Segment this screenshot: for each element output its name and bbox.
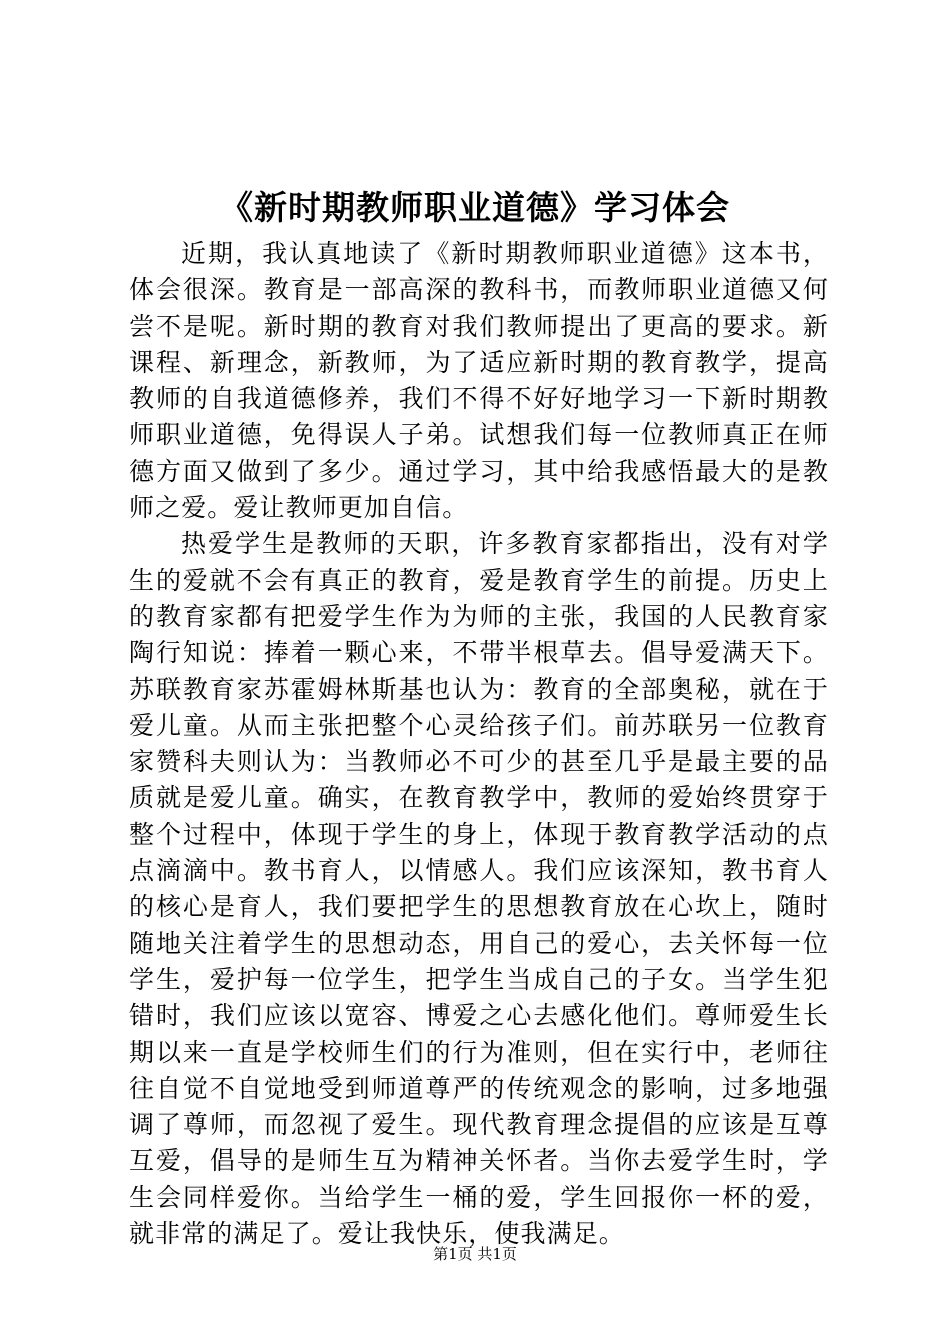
page-number-footer: 第1页 共1页 <box>433 1245 517 1263</box>
document-body <box>129 236 829 1252</box>
paragraph-1: 近期，我认真地读了《新时期教师职业道德》这本书，体会很深。教育是一部高深的教科书，而教师职业道德又何尝不是呢。新时期的教育对我们教师提出了更高的要求。新课程、新理念，新教师，为了适应新时期的教育教学，提高教师的自我道德修养，我们不得不好好地学习一下新时期教师职业道德，免得误人子弟。试想我们每一位教师真正在师德方面又做到了多少。通过学习，其中给我感悟最大的是教师之爱。爱让教师更加自信。 <box>129 239 829 523</box>
document-title: 《新时期教师职业道德》学习体会 <box>220 188 730 227</box>
paragraph-2: 热爱学生是教师的天职，许多教育家都指出，没有对学生的爱就不会有真正的教育，爱是教育学生的前提。历史上的教育家都有把爱学生作为为师的主张，我国的人民教育家陶行知说：捧着一颗心来，不带半根草去。倡导爱满天下。苏联教育家苏霍姆林斯基也认为：教育的全部奥秘，就在于爱儿童。从而主张把整个心灵给孩子们。前苏联另一位教育家赞科夫则认为：当教师必不可少的甚至几乎是最主要的品质就是爱儿童。确实，在教育教学中，教师的爱始终贯穿于整个过程中，体现于学生的身上，体现于教育教学活动的点点滴滴中。教书育人，以情感人。我们应该深知，教书育人的核心是育人，我们要把学生的思想教育放在心坎上，随时随地关注着学生的思想动态，用自己的爱心，去关怀每一位学生，爱护每一位学生，把学生当成自己的子女。当学生犯错时，我们应该以宽容、博爱之心去感化他们。尊师爱生长期以来一直是学校师生们的行为准则，但在实行中，老师往往自觉不自觉地受到师道尊严的传统观念的影响，过多地强调了尊师，而忽视了爱生。现代教育理念提倡的应该是互尊互爱，倡导的是师生互为精神关怀者。当你去爱学生时，学生会同样爱你。当给学生一桶的爱，学生回报你一杯的爱，就非常的满足了。爱让我快乐，使我满足。 <box>129 529 829 1249</box>
